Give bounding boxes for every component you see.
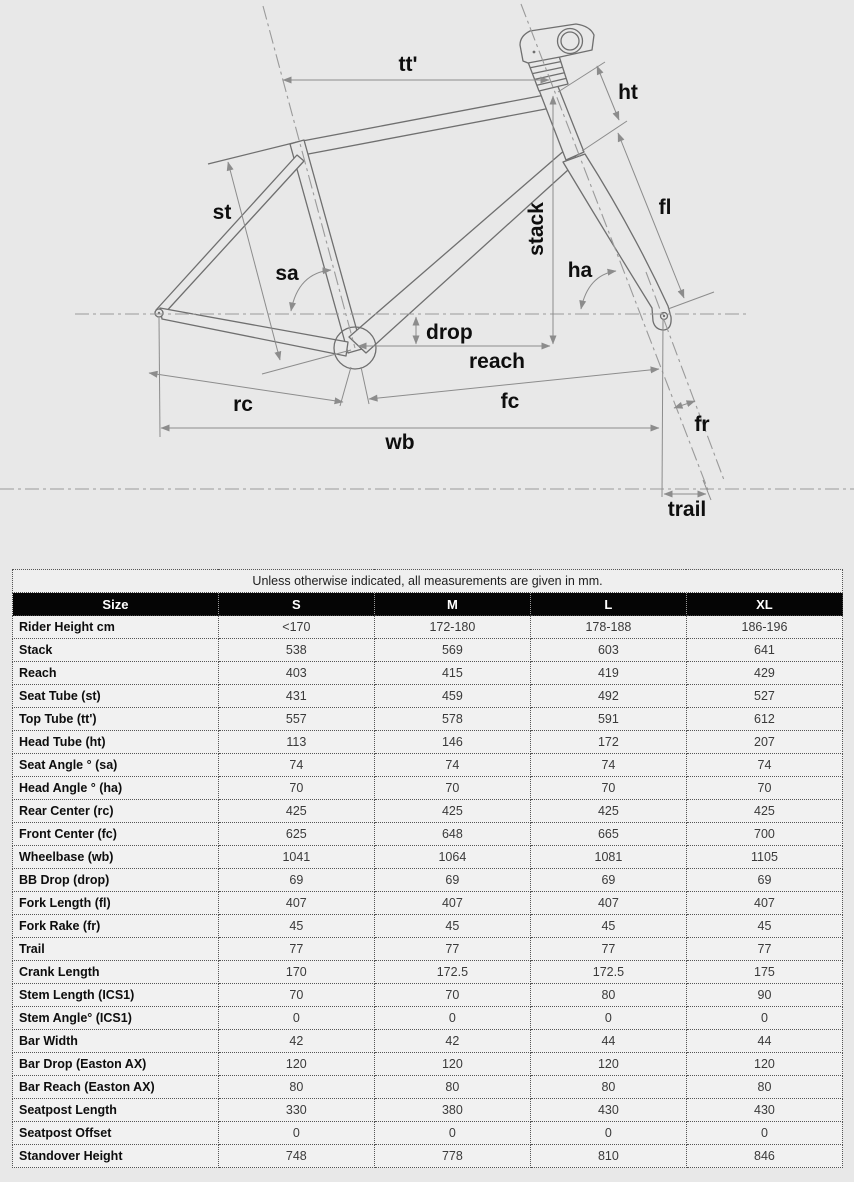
cell-value: 90	[686, 984, 842, 1007]
cell-value: 77	[530, 938, 686, 961]
cell-value: 578	[374, 708, 530, 731]
cell-value: 74	[218, 754, 374, 777]
cell-value: 70	[686, 777, 842, 800]
measurement-note: Unless otherwise indicated, all measurements are given in mm.	[13, 570, 843, 593]
cell-value: 120	[374, 1053, 530, 1076]
row-label: Trail	[13, 938, 219, 961]
cell-value: 146	[374, 731, 530, 754]
row-label: Bar Reach (Easton AX)	[13, 1076, 219, 1099]
cell-value: 591	[530, 708, 686, 731]
cell-value: 810	[530, 1145, 686, 1168]
row-label: BB Drop (drop)	[13, 869, 219, 892]
table-row	[13, 754, 843, 777]
row-label: Bar Drop (Easton AX)	[13, 1053, 219, 1076]
cell-value: 846	[686, 1145, 842, 1168]
cell-value: 69	[686, 869, 842, 892]
cell-value: 77	[374, 938, 530, 961]
row-label: Stem Angle° (ICS1)	[13, 1007, 219, 1030]
cell-value: 569	[374, 639, 530, 662]
table-row	[13, 892, 843, 915]
cell-value: 415	[374, 662, 530, 685]
cell-value: 178-188	[530, 616, 686, 639]
cell-value: 74	[686, 754, 842, 777]
table-row	[13, 1145, 843, 1168]
cell-value: 70	[374, 984, 530, 1007]
top-tube	[297, 95, 551, 155]
cell-value: 527	[686, 685, 842, 708]
table-row	[13, 1053, 843, 1076]
cell-value: 77	[686, 938, 842, 961]
front-axle-point	[663, 315, 665, 317]
cell-value: 665	[530, 823, 686, 846]
table-row	[13, 1007, 843, 1030]
top-tube-reference-line	[208, 142, 297, 164]
col-header-m: M	[374, 593, 530, 616]
geometry-spec-table	[12, 569, 843, 1168]
table-row	[13, 639, 843, 662]
fork	[563, 154, 671, 330]
cell-value: 625	[218, 823, 374, 846]
cell-value: 430	[530, 1099, 686, 1122]
table-row	[13, 731, 843, 754]
table-row	[13, 777, 843, 800]
cell-value: 42	[374, 1030, 530, 1053]
label-head-angle: ha	[567, 259, 593, 282]
cell-value: 44	[686, 1030, 842, 1053]
cell-value: 186-196	[686, 616, 842, 639]
row-label: Rear Center (rc)	[13, 800, 219, 823]
cell-value: 80	[218, 1076, 374, 1099]
cell-value: 778	[374, 1145, 530, 1168]
steering-axis	[521, 4, 708, 490]
cell-value: <170	[218, 616, 374, 639]
cell-value: 380	[374, 1099, 530, 1122]
cell-value: 407	[374, 892, 530, 915]
table-row	[13, 869, 843, 892]
cell-value: 0	[530, 1007, 686, 1030]
table-row	[13, 961, 843, 984]
cell-value: 0	[686, 1122, 842, 1145]
cell-value: 120	[530, 1053, 686, 1076]
cell-value: 430	[686, 1099, 842, 1122]
cell-value: 425	[218, 800, 374, 823]
col-header-size: Size	[13, 593, 219, 616]
stem-bolt	[533, 51, 536, 54]
cell-value: 641	[686, 639, 842, 662]
cell-value: 80	[686, 1076, 842, 1099]
row-label: Top Tube (tt')	[13, 708, 219, 731]
cell-value: 0	[374, 1007, 530, 1030]
cell-value: 330	[218, 1099, 374, 1122]
label-wheelbase: wb	[385, 431, 415, 454]
label-top-tube: tt'	[398, 53, 418, 76]
label-bb-drop: drop	[426, 321, 473, 344]
cell-value: 207	[686, 731, 842, 754]
cell-value: 69	[530, 869, 686, 892]
cell-value: 538	[218, 639, 374, 662]
row-label: Head Tube (ht)	[13, 731, 219, 754]
cell-value: 80	[530, 984, 686, 1007]
table-row	[13, 984, 843, 1007]
label-head-tube: ht	[618, 81, 638, 104]
cell-value: 419	[530, 662, 686, 685]
cell-value: 175	[686, 961, 842, 984]
table-row	[13, 800, 843, 823]
dim-head-tube	[597, 66, 619, 120]
label-fork-rake: fr	[694, 413, 710, 436]
cell-value: 70	[530, 777, 686, 800]
cell-value: 45	[530, 915, 686, 938]
cell-value: 69	[374, 869, 530, 892]
witness-bb-right	[361, 367, 369, 404]
geometry-table	[12, 569, 843, 1168]
label-rear-center: rc	[233, 393, 253, 416]
cell-value: 45	[218, 915, 374, 938]
col-header-l: L	[530, 593, 686, 616]
dim-fork-rake	[674, 401, 695, 408]
cell-value: 425	[686, 800, 842, 823]
cell-value: 425	[530, 800, 686, 823]
cell-value: 120	[686, 1053, 842, 1076]
table-row	[13, 1122, 843, 1145]
cell-value: 77	[218, 938, 374, 961]
cell-value: 44	[530, 1030, 686, 1053]
witness-bb-left	[340, 367, 351, 406]
col-header-xl: XL	[686, 593, 842, 616]
row-label: Fork Rake (fr)	[13, 915, 219, 938]
cell-value: 80	[374, 1076, 530, 1099]
cell-value: 0	[374, 1122, 530, 1145]
cell-value: 0	[218, 1007, 374, 1030]
cell-value: 492	[530, 685, 686, 708]
table-row	[13, 846, 843, 869]
cell-value: 120	[218, 1053, 374, 1076]
row-label: Rider Height cm	[13, 616, 219, 639]
row-label: Bar Width	[13, 1030, 219, 1053]
dim-fork-length-tick	[668, 292, 714, 309]
table-row	[13, 1099, 843, 1122]
cell-value: 407	[218, 892, 374, 915]
label-front-center: fc	[500, 390, 520, 413]
table-row	[13, 823, 843, 846]
table-row	[13, 938, 843, 961]
table-row	[13, 915, 843, 938]
row-label: Wheelbase (wb)	[13, 846, 219, 869]
witness-front-axle	[662, 320, 663, 497]
cell-value: 407	[686, 892, 842, 915]
row-label: Standover Height	[13, 1145, 219, 1168]
head-tube	[539, 84, 584, 160]
axis-lines	[0, 4, 854, 490]
row-label: Seat Tube (st)	[13, 685, 219, 708]
cell-value: 45	[686, 915, 842, 938]
cell-value: 70	[218, 777, 374, 800]
cell-value: 648	[374, 823, 530, 846]
cell-value: 557	[218, 708, 374, 731]
cell-value: 1064	[374, 846, 530, 869]
row-label: Seatpost Offset	[13, 1122, 219, 1145]
cell-value: 172.5	[530, 961, 686, 984]
col-header-s: S	[218, 593, 374, 616]
cell-value: 172	[530, 731, 686, 754]
chainstay	[160, 308, 348, 356]
table-row	[13, 685, 843, 708]
seat-tube	[290, 140, 362, 353]
cell-value: 0	[218, 1122, 374, 1145]
cell-value: 113	[218, 731, 374, 754]
dim-head-tube-tick-bottom	[582, 121, 627, 151]
label-seat-tube: st	[212, 201, 232, 224]
row-label: Stem Length (ICS1)	[13, 984, 219, 1007]
cell-value: 1041	[218, 846, 374, 869]
label-fork-length: fl	[658, 196, 672, 219]
table-row	[13, 616, 843, 639]
table-row	[13, 708, 843, 731]
label-stack: stack	[525, 202, 548, 256]
row-label: Head Angle ° (ha)	[13, 777, 219, 800]
cell-value: 172.5	[374, 961, 530, 984]
cell-value: 172-180	[374, 616, 530, 639]
witness-rear-axle	[159, 318, 160, 437]
row-label: Front Center (fc)	[13, 823, 219, 846]
cell-value: 407	[530, 892, 686, 915]
table-row	[13, 1076, 843, 1099]
row-label: Fork Length (fl)	[13, 892, 219, 915]
cell-value: 74	[530, 754, 686, 777]
cell-value: 70	[218, 984, 374, 1007]
cell-value: 603	[530, 639, 686, 662]
cell-value: 1081	[530, 846, 686, 869]
row-label: Reach	[13, 662, 219, 685]
cell-value: 431	[218, 685, 374, 708]
table-row	[13, 662, 843, 685]
row-label: Seatpost Length	[13, 1099, 219, 1122]
bike-geometry-diagram	[0, 0, 854, 560]
cell-value: 700	[686, 823, 842, 846]
cell-value: 1105	[686, 846, 842, 869]
cell-value: 74	[374, 754, 530, 777]
label-seat-angle: sa	[275, 262, 299, 285]
cell-value: 80	[530, 1076, 686, 1099]
cell-value: 170	[218, 961, 374, 984]
measurement-note-row	[13, 570, 843, 593]
cell-value: 425	[374, 800, 530, 823]
dim-trail-tick	[703, 480, 711, 500]
cell-value: 403	[218, 662, 374, 685]
row-label: Seat Angle ° (sa)	[13, 754, 219, 777]
row-label: Crank Length	[13, 961, 219, 984]
table-header-row	[13, 593, 843, 616]
seatstay	[156, 155, 304, 315]
row-label: Stack	[13, 639, 219, 662]
cell-value: 0	[686, 1007, 842, 1030]
cell-value: 69	[218, 869, 374, 892]
cell-value: 748	[218, 1145, 374, 1168]
cell-value: 42	[218, 1030, 374, 1053]
dim-seat-tube-tick	[262, 350, 351, 374]
cell-value: 45	[374, 915, 530, 938]
cell-value: 70	[374, 777, 530, 800]
cell-value: 612	[686, 708, 842, 731]
label-trail: trail	[667, 498, 707, 521]
cell-value: 429	[686, 662, 842, 685]
cell-value: 459	[374, 685, 530, 708]
label-reach: reach	[468, 350, 526, 373]
table-row	[13, 1030, 843, 1053]
cell-value: 0	[530, 1122, 686, 1145]
